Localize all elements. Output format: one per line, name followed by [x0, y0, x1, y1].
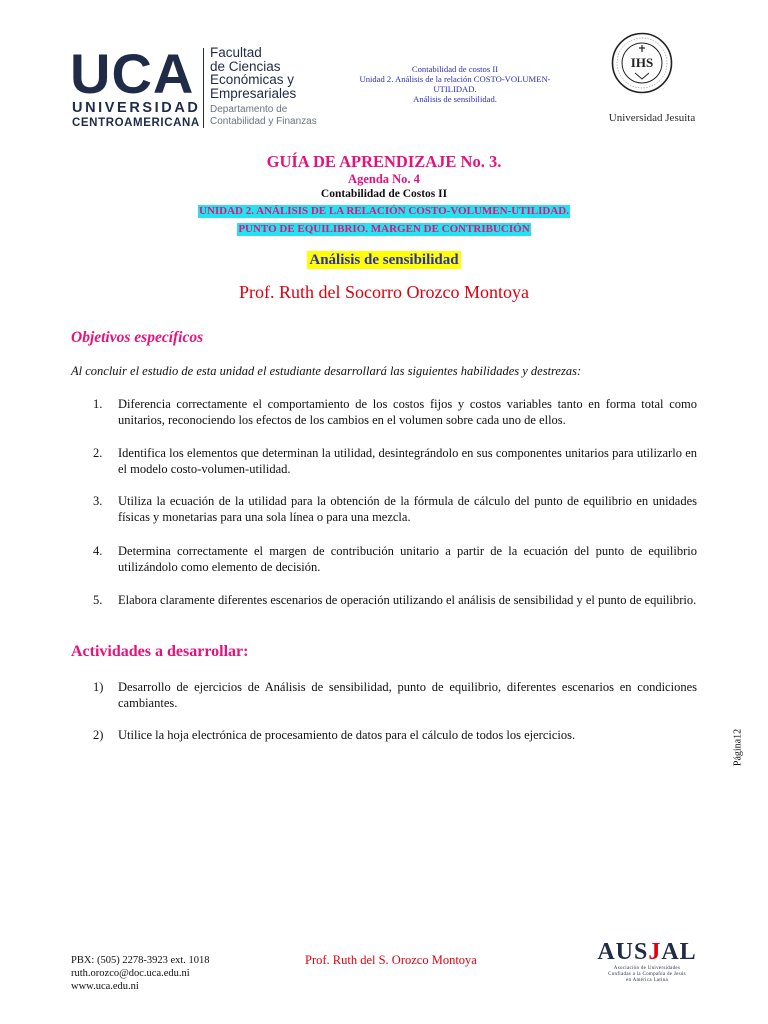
facultad-name: Facultad de Ciencias Económicas y Empresariales	[210, 45, 297, 101]
footer-phone: PBX: (505) 2278-3923 ext. 1018	[71, 955, 210, 966]
list-item: 5. Elabora claramente diferentes escenarios de operación utilizando el análisis de sensibilidad y el punto de equilibrio.	[93, 593, 697, 607]
objetivos-heading: Objetivos específicos	[71, 329, 204, 346]
page-number: Página12	[732, 728, 744, 767]
uca-acronym: UCA	[70, 42, 195, 105]
footer-email: ruth.orozco@doc.uca.edu.ni	[71, 968, 190, 979]
list-item: 4. Determina correctamente el margen de contribución unitario a partir de la ecuación del punto de equilibrio utilizándolo como elemento de decisión.	[93, 544, 697, 574]
uca-centroamericana: CENTROAMERICANA	[72, 117, 200, 129]
footer-contact	[71, 954, 210, 993]
course-name: Contabilidad de Costos II	[320, 188, 448, 200]
agenda-number: Agenda No. 4	[348, 172, 420, 186]
list-item: 3. Utiliza la ecuación de la utilidad para la obtención de la fórmula de cálculo del punto de equilibrio en unidades físicas y monetarias para una sola línea o para una mezcla.	[93, 494, 697, 524]
logo-divider	[203, 48, 204, 128]
list-item: 2. Identifica los elementos que determinan la utilidad, desintegrándolo en sus componentes unitarios para utilizarlo en el modelo costo-volumen-utilidad.	[93, 446, 697, 476]
list-item: 1) Desarrollo de ejercicios de Análisis de sensibilidad, punto de equilibrio, diferentes escenarios en condiciones cambiantes.	[93, 680, 697, 710]
footer-website: www.uca.edu.ni	[71, 981, 139, 992]
topic-title: Análisis de sensibilidad	[309, 252, 459, 268]
unidad-line-2: PUNTO DE EQUILIBRIO. MARGEN DE CONTRIBUCIÓN	[238, 223, 530, 235]
professor-name: Prof. Ruth del Socorro Orozco Montoya	[239, 282, 529, 302]
list-item: 2) Utilice la hoja electrónica de procesamiento de datos para el cálculo de todos los ejercicios.	[93, 728, 576, 742]
uca-logo	[70, 42, 340, 132]
guia-title: GUÍA DE APRENDIZAJE No. 3.	[266, 152, 502, 171]
unidad-line-1: UNIDAD 2. ANÁLISIS DE LA RELACIÓN COSTO-VOLUMEN-UTILIDAD.	[199, 205, 569, 217]
header-course-info: Contabilidad de costos II Unidad 2. Análisis de la relación COSTO-VOLUMEN- UTILIDAD. Análisis de sensibilidad.	[359, 64, 551, 104]
footer-professor: Prof. Ruth del S. Orozco Montoya	[305, 953, 477, 967]
list-item: 1. Diferencia correctamente el comportamiento de los costos fijos y costos variables tanto en forma total como unitarios, reconociendo los efectos de los cambios en el volumen sobre cada uno de ellos.	[93, 397, 697, 427]
seal-label: Universidad Jesuita	[608, 112, 696, 124]
title-block	[120, 152, 648, 303]
ausjal-logo: AUSJAL Asociación de Universidades Confiadas a la Compañía de Jesús en América Latina	[597, 939, 697, 983]
uca-universidad: UNIVERSIDAD	[72, 100, 201, 116]
departamento-name: Departamento de Contabilidad y Finanzas	[210, 104, 317, 127]
objetivos-intro: Al concluir el estudio de esta unidad el estudiante desarrollará las siguientes habilidades y destrezas:	[71, 364, 582, 378]
jesuit-seal-icon	[611, 32, 673, 94]
svg-text:IHS: IHS	[630, 55, 654, 70]
actividades-heading: Actividades a desarrollar:	[71, 643, 249, 660]
